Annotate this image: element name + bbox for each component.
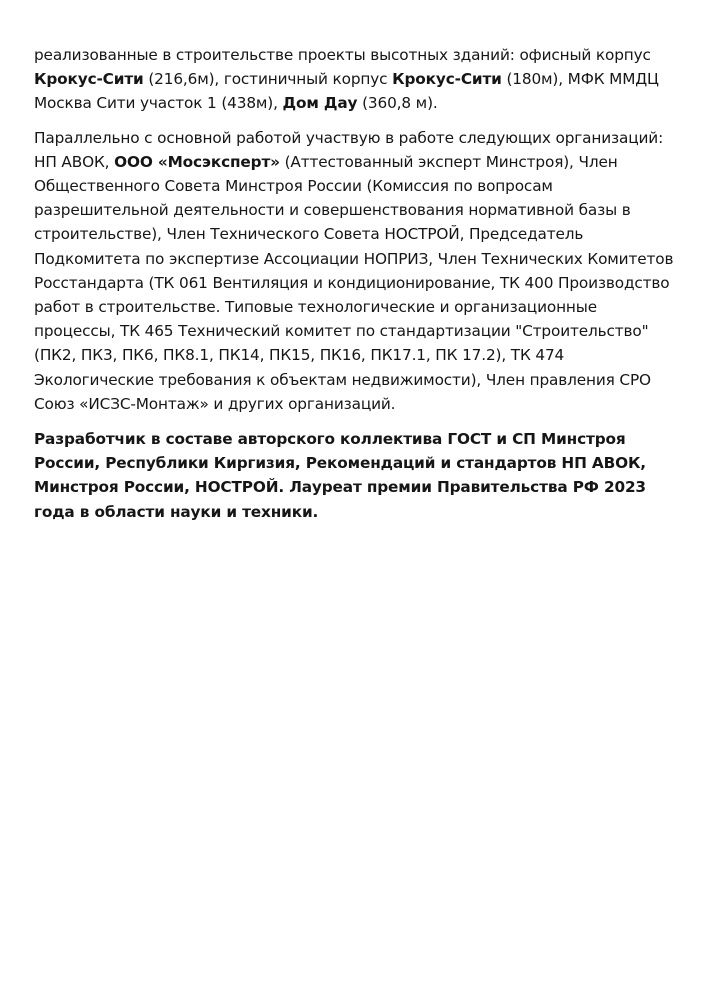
text-run: (216,6м), гостиничный корпус [143,70,393,89]
text-run: реализованные в строительстве проекты высотных зданий: офисный корпус [34,46,651,64]
bold-project-name: Дом Дау [282,94,358,113]
paragraph-projects [34,43,674,116]
bold-organization-name: ООО «Мосэксперт» [114,152,280,171]
paragraph-organizations [34,126,674,416]
text-run: (180м), МФК ММДЦ Москва Сити участок 1 (438м), [34,70,659,113]
paragraph-achievements: Разработчик в составе авторского коллектива ГОСТ и СП Минстроя России, Республики Киргизия, Рекомендаций и стандартов НП АВОК, Минстроя России, НОСТРОЙ. Лауреат премии Правительства РФ 2023 года в области науки и техники. [34,430,646,521]
text-run: (Аттестованный эксперт Минстроя), Член Общественного Совета Минстроя России (Комиссия по вопросам разрешительной деятельности и совершенствования нормативной базы в строительстве), Член Технического Совета НОСТРОЙ, Председатель Подкомитета по экспертизе Ассоциации НОПРИЗ, Член Технических Комитетов Росстандарта (ТК 061 Вентиляция и кондиционирование, ТК 400 Производство работ в строительстве. Типовые технологические и организационные процессы, ТК 465 Технический комитет по стандартизации "Строительство" (ПК2, ПК3, ПК6, ПК8.1, ПК14, ПК15, ПК16, ПК17.1, ПК 17.2), ТК 474 Экологические требования к объектам недвижимости), Член правления СРО Союз «ИСЗС-Монтаж» и других организаций. [34,152,674,413]
bold-project-name: Крокус-Сити [392,70,502,89]
bold-project-name: Крокус-Сити [34,70,144,89]
document-page [34,43,674,524]
text-run: (360,8 м). [357,94,438,113]
text-run: Параллельно с основной работой участвую в работе следующих организаций: НП АВОК, [34,128,664,171]
